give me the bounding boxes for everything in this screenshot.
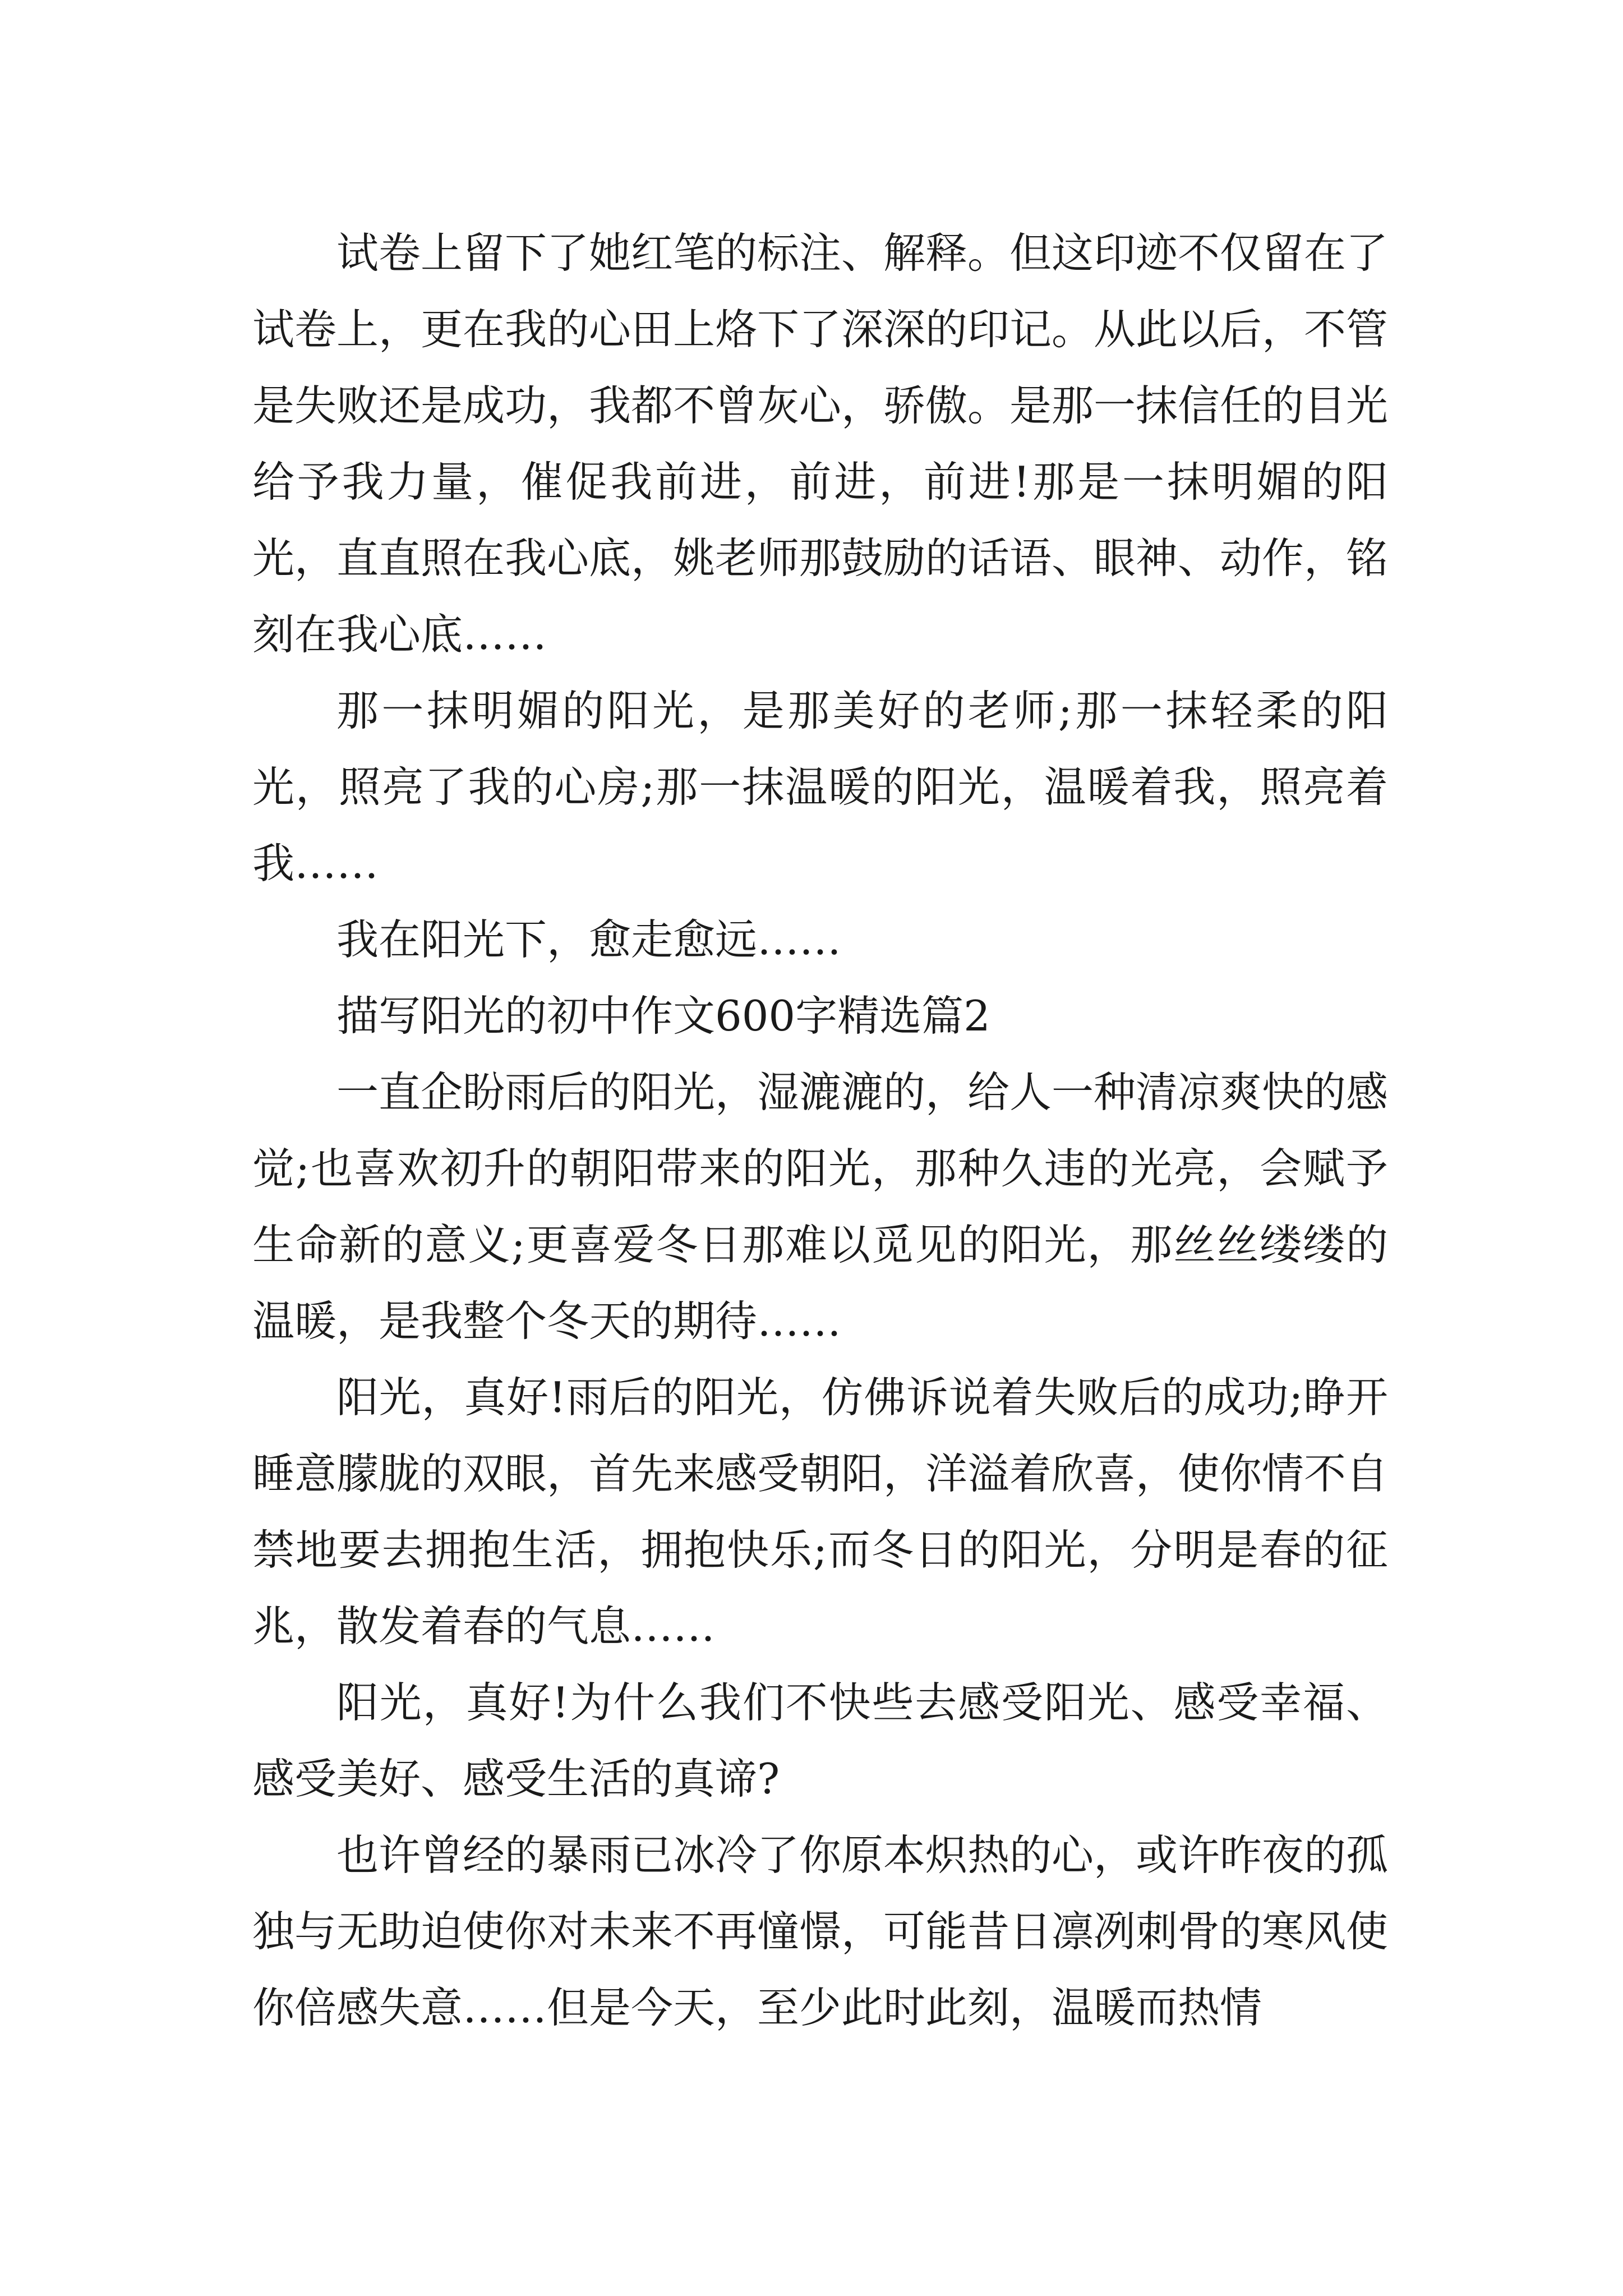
paragraph: 我在阳光下，愈走愈远…… — [336, 915, 842, 964]
paragraph: 阳光，真好!雨后的阳光，仿佛诉说着失败后的成功;睁开睡意朦胧的双眼，首先来感受朝阳，洋溢着欣喜，使你情不自禁地要去拥抱生活，拥抱快乐;而冬日的阳光，分明是春的征兆，散发着春的气息…… — [252, 1373, 1389, 1651]
paragraph: 阳光，真好!为什么我们不快些去感受阳光、感受幸福、感受美好、感受生活的真谛? — [252, 1678, 1388, 1803]
section-heading: 描写阳光的初中作文600字精选篇2 — [336, 991, 990, 1041]
paragraph: 也许曾经的暴雨已冰冷了你原本炽热的心，或许昨夜的孤独与无助迫使你对未来不再憧憬，可能昔日凛冽刺骨的寒风使你倍感失意……但是今天，至少此时此刻，温暖而热情 — [252, 1830, 1389, 2032]
document-body — [252, 215, 1388, 2046]
paragraph: 一直企盼雨后的阳光，湿漉漉的，给人一种清凉爽快的感觉;也喜欢初升的朝阳带来的阳光，那种久违的光亮，会赋予生命新的意义;更喜爱冬日那难以觅见的阳光，那丝丝缕缕的温暖，是我整个冬天的期待…… — [252, 1068, 1389, 1346]
paragraph: 试卷上留下了她红笔的标注、解释。但这印迹不仅留在了试卷上，更在我的心田上烙下了深深的印记。从此以后，不管是失败还是成功，我都不曾灰心，骄傲。是那一抹信任的目光给予我力量，催促我前进，前进，前进!那是一抹明媚的阳光，直直照在我心底，姚老师那鼓励的话语、眼神、动作，铭刻在我心底…… — [252, 228, 1389, 659]
paragraph: 那一抹明媚的阳光，是那美好的老师;那一抹轻柔的阳光，照亮了我的心房;那一抹温暖的阳光，温暖着我，照亮着我…… — [252, 686, 1388, 888]
